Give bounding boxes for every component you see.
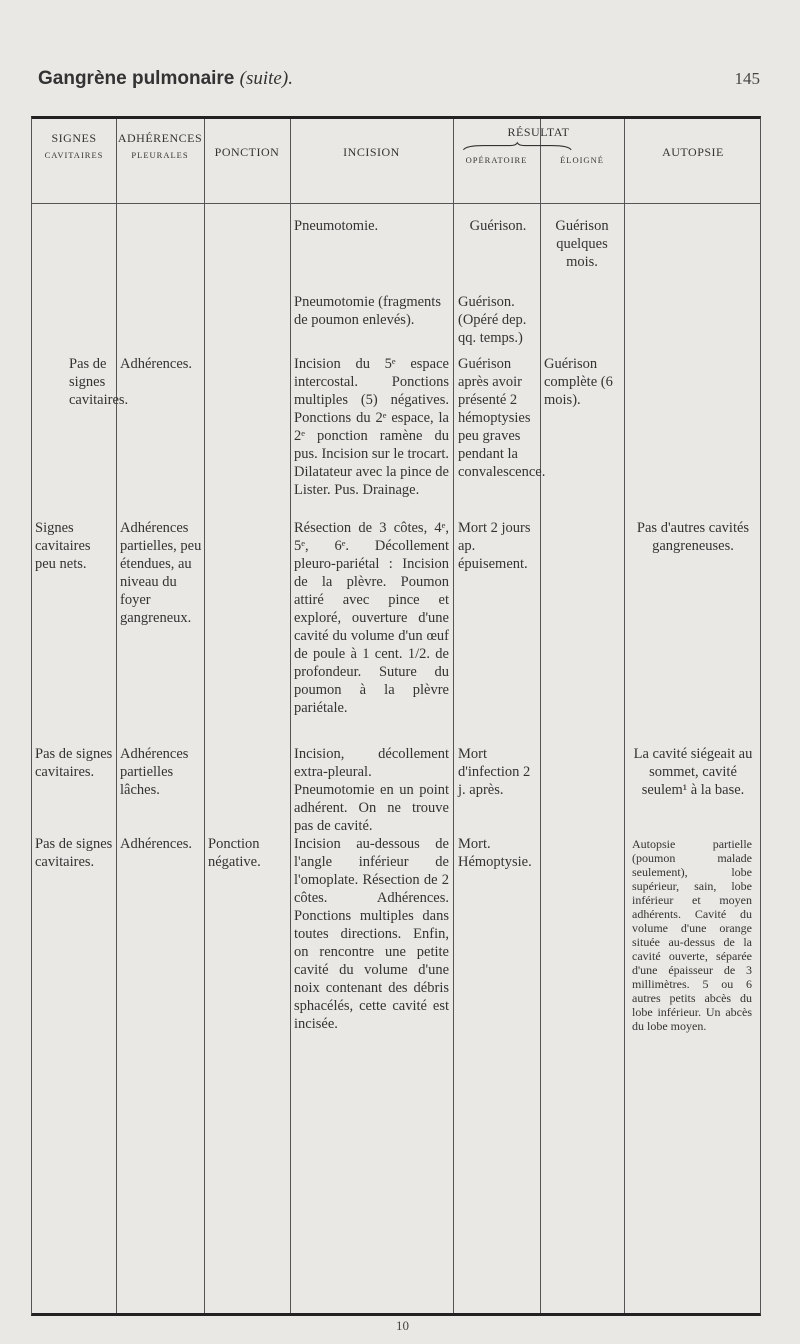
header-signes-sub: CAVITAIRES	[44, 150, 104, 160]
cell-adherences: Adhérences partielles lâches.	[120, 746, 189, 798]
footer-number: 10	[396, 1318, 409, 1333]
cell-autopsie: La cavité siégeait au sommet, cavité seulem¹ à la base.	[633, 746, 753, 798]
cell-adherences: Adhérences partielles, peu étendues, au niveau du foyer gangreneux.	[120, 520, 202, 626]
cell-incision: Résection de 3 côtes, 4ᵉ, 5ᵉ, 6ᵉ. Décollement pleuro-pariétal : Incision de la plèvre. Poumon attiré avec pince et exploré, ouverture d'une cavité du volume d'un œuf de poule à 1 cent. 1/2. de profondeur. Suture du poumon à la plèvre pariétale.	[294, 520, 449, 716]
results-table	[31, 116, 761, 1316]
cell-eloigne: Guérison complète (6 mois).	[544, 356, 613, 408]
header-rule	[32, 203, 760, 204]
cell-autopsie: Pas d'autres cavités gangreneuses.	[636, 520, 750, 554]
header-adherences-label: ADHÉRENCES	[117, 131, 203, 145]
col-divider	[204, 119, 205, 1313]
header-adherences-sub: PLEURALES	[131, 150, 189, 160]
cell-operatoire: Mort 2 jours ap. épuisement.	[458, 520, 531, 572]
cell-eloigne: Guérison quelques mois.	[555, 218, 609, 270]
header-brace	[462, 141, 618, 153]
cell-incision: Incision du 5ᵉ espace intercostal. Ponctions multiples (5) négatives. Ponctions du 2ᵉ espace, la 2ᵉ ponction ramène du pus. Incision sur le trocart. Dilatateur avec la pince de Lister. Pus. Drainage.	[294, 356, 449, 498]
page-title	[38, 68, 293, 90]
cell-ponction: Ponction négative.	[208, 836, 261, 870]
page-header	[38, 68, 760, 90]
cell-operatoire: Mort. Hémoptysie.	[458, 836, 532, 870]
header-ponction: PONCTION	[214, 145, 280, 159]
header-autopsie: AUTOPSIE	[662, 145, 724, 159]
cell-adherences: Adhérences.	[120, 356, 193, 372]
cell-signes: Pas de signes cavitaires.	[35, 836, 113, 870]
page-title-suffix: (suite).	[239, 68, 293, 89]
cell-operatoire: Guérison. (Opéré dep. qq. temps.)	[458, 294, 527, 346]
col-divider	[116, 119, 117, 1313]
cell-incision: Incision au-dessous de l'angle inférieur de l'omoplate. Résection de 2 côtes. Adhérences. Ponctions multiples dans toutes directions. Enfin, on rencontre une petite cavité du volume d'une noix contenant des débris sphacélés, cette cavité est incisée.	[294, 836, 449, 1032]
page-title-text: Gangrène pulmonaire	[38, 68, 235, 89]
cell-operatoire: Mort d'infection 2 j. après.	[458, 746, 531, 798]
header-operatoire: OPÉRATOIRE	[465, 155, 528, 165]
cell-operatoire: Guérison après avoir présenté 2 hémoptysies peu graves pendant la convalescence.	[458, 356, 546, 480]
cell-signes: Pas de signes cavitaires.	[35, 746, 113, 780]
cell-adherences: Adhérences.	[120, 836, 193, 852]
cell-operatoire: Guérison.	[469, 218, 527, 234]
page-number: 145	[734, 69, 760, 88]
header-eloigne: ÉLOIGNÉ	[560, 155, 604, 165]
cell-incision: Pneumotomie.	[294, 218, 379, 234]
header-incision: INCISION	[343, 145, 400, 159]
cell-signes: Signes cavitaires peu nets.	[35, 520, 91, 572]
col-divider	[540, 119, 541, 1313]
header-signes	[32, 131, 116, 160]
header-adherences	[116, 131, 204, 160]
cell-incision: Pneumotomie (fragments de poumon enlevés).	[294, 294, 441, 328]
col-divider	[290, 119, 291, 1313]
col-divider	[453, 119, 454, 1313]
cell-autopsie: Autopsie partielle (poumon malade seulement), lobe supérieur, sain, lobe inférieur et moyen adhérents. Cavité du volume d'une orange située au-dessus de la cavité ouverte, séparée d'une épaisseur de 3 millimètres. 5 ou 6 autres petits abcès du lobe inférieur. Un abcès du lobe moyen.	[632, 837, 752, 1033]
cell-signes: Pas de signes cavitaires.	[69, 356, 129, 408]
header-resultat: RÉSULTAT	[507, 125, 570, 139]
header-signes-label: SIGNES	[51, 131, 97, 145]
col-divider	[624, 119, 625, 1313]
cell-incision: Incision, décollement extra-pleural. Pneumotomie en un point adhérent. On ne trouve pas de cavité.	[294, 746, 449, 834]
